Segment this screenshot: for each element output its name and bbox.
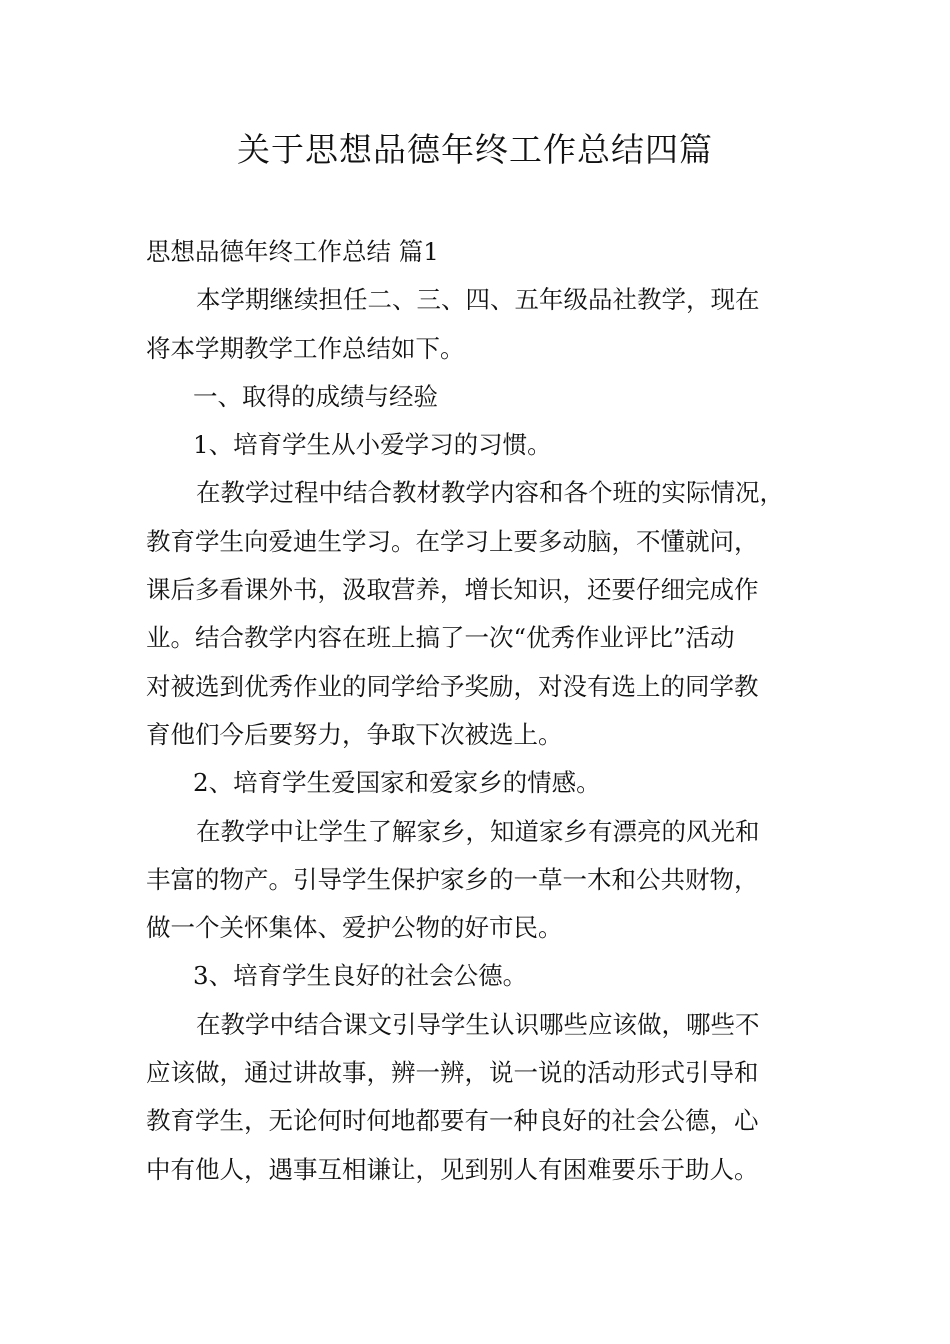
paragraph-line: 教育学生，无论何时何地都要有一种良好的社会公德，心 bbox=[146, 1106, 759, 1136]
paragraph-line: 本学期继续担任二、三、四、五年级品社教学，现在 bbox=[196, 285, 760, 315]
paragraph-line: 中有他人，遇事互相谦让，见到别人有困难要乐于助人。 bbox=[146, 1154, 759, 1184]
section-subtitle: 思想品德年终工作总结 篇1 bbox=[146, 237, 439, 266]
paragraph-line: 在教学中结合课文引导学生认识哪些应该做，哪些不 bbox=[196, 1009, 760, 1039]
paragraph-line: 在教学中让学生了解家乡，知道家乡有漂亮的风光和 bbox=[196, 816, 760, 846]
paragraph-line: 应该做，通过讲故事，辨一辨，说一说的活动形式引导和 bbox=[146, 1058, 759, 1088]
subsection-heading: 1、培育学生从小爱学习的习惯。 bbox=[193, 430, 552, 460]
paragraph-line: 教育学生向爱迪生学习。在学习上要多动脑，不懂就问， bbox=[146, 526, 759, 556]
paragraph-line: 在教学过程中结合教材教学内容和各个班的实际情况， bbox=[196, 478, 784, 508]
paragraph-line: 做一个关怀集体、爱护公物的好市民。 bbox=[146, 913, 563, 943]
paragraph-line: 将本学期教学工作总结如下。 bbox=[146, 333, 465, 363]
section-heading: 一、取得的成绩与经验 bbox=[193, 381, 438, 411]
paragraph-line: 丰富的物产。引导学生保护家乡的一草一木和公共财物， bbox=[146, 864, 759, 894]
paragraph-line: 课后多看课外书，汲取营养，增长知识，还要仔细完成作 bbox=[146, 575, 759, 605]
document-title: 关于思想品德年终工作总结四篇 bbox=[237, 130, 713, 169]
subsection-heading: 3、培育学生良好的社会公德。 bbox=[193, 961, 528, 991]
paragraph-line: 育他们今后要努力，争取下次被选上。 bbox=[146, 719, 563, 749]
subsection-heading: 2、培育学生爱国家和爱家乡的情感。 bbox=[193, 768, 601, 798]
document-body bbox=[146, 228, 810, 1194]
paragraph-line: 对被选到优秀作业的同学给予奖励，对没有选上的同学教 bbox=[146, 671, 759, 701]
paragraph-line: 业。结合教学内容在班上搞了一次“优秀作业评比”活动 bbox=[146, 623, 735, 653]
